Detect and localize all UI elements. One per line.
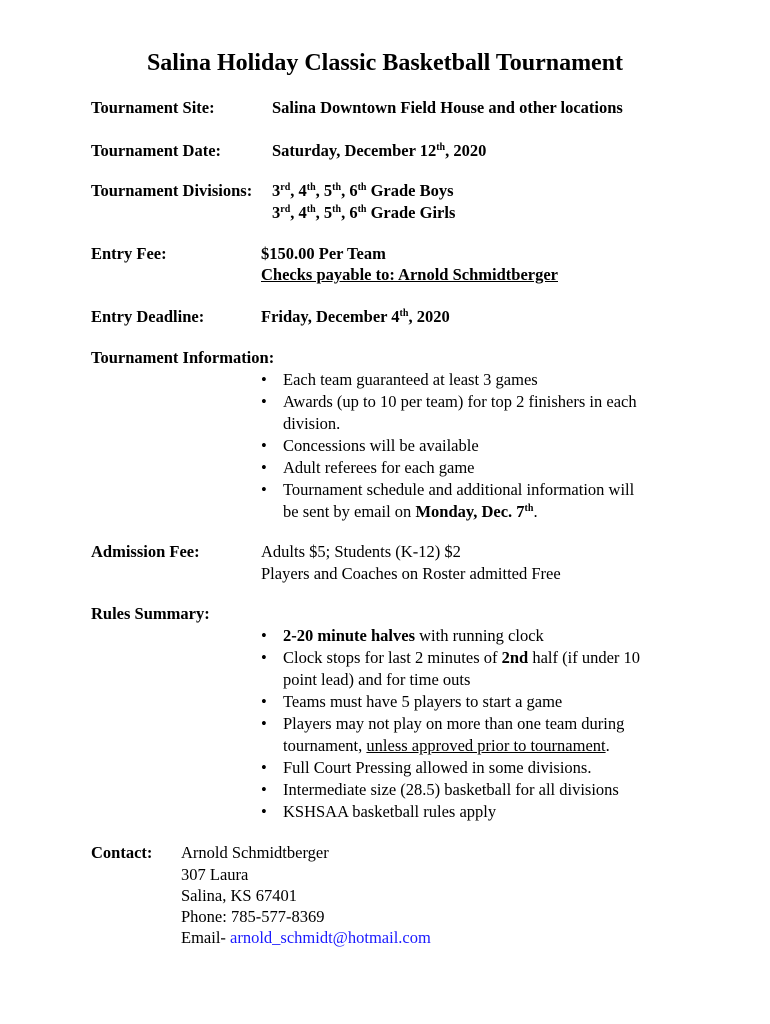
contact-label: Contact: [91, 843, 153, 862]
contact-street: 307 Laura [181, 865, 249, 884]
list-item: • Intermediate size (28.5) basketball for all divisions [261, 780, 619, 799]
entry-fee-label: Entry Fee: [91, 244, 167, 263]
deadline-value: Friday, December 4th, 2020 [261, 307, 450, 326]
entry-fee-amount: $150.00 Per Team [261, 244, 386, 263]
rules-label: Rules Summary: [91, 604, 210, 623]
bullet-icon: • [261, 648, 267, 667]
rules-list [261, 625, 681, 823]
contact-city: Salina, KS 67401 [181, 886, 297, 905]
date-label: Tournament Date: [91, 141, 222, 160]
list-item: • Clock stops for last 2 minutes of 2nd half (if under 10 point lead) and for time outs [261, 648, 641, 689]
bullet-icon: • [261, 480, 267, 499]
contact-email-line: Email- arnold_schmidt@hotmail.com [181, 928, 431, 947]
contact-phone: Phone: 785-577-8369 [181, 907, 325, 926]
bullet-icon: • [261, 626, 267, 645]
divisions-girls: 3rd, 4th, 5th, 6th Grade Girls [272, 203, 456, 222]
list-item: • Concessions will be available [261, 436, 479, 455]
list-item: • Full Court Pressing allowed in some divisions. [261, 758, 592, 777]
checks-payable: Checks payable to: Arnold Schmidtberger [261, 265, 558, 284]
site-label: Tournament Site: [91, 98, 215, 117]
divisions-label: Tournament Divisions: [91, 181, 253, 200]
list-item: • 2-20 minute halves with running clock [261, 626, 544, 645]
list-item: • Adult referees for each game [261, 458, 475, 477]
document-title: Salina Holiday Classic Basketball Tournament [146, 50, 624, 76]
admission-line-1: Adults $5; Students (K-12) $2 [261, 542, 461, 561]
admission-label: Admission Fee: [91, 542, 200, 561]
bullet-icon: • [261, 370, 267, 389]
list-item: • Awards (up to 10 per team) for top 2 finishers in each division. [261, 392, 637, 433]
bullet-icon: • [261, 692, 267, 711]
list-item: • Each team guaranteed at least 3 games [261, 370, 538, 389]
admission-line-2: Players and Coaches on Roster admitted Free [261, 564, 561, 583]
bullet-icon: • [261, 758, 267, 777]
divisions-boys: 3rd, 4th, 5th, 6th Grade Boys [272, 181, 454, 200]
list-item: • KSHSAA basketball rules apply [261, 802, 497, 821]
bullet-icon: • [261, 392, 267, 411]
list-item: • Teams must have 5 players to start a game [261, 692, 563, 711]
bullet-icon: • [261, 802, 267, 821]
contact-name: Arnold Schmidtberger [181, 843, 329, 862]
info-list [261, 369, 681, 523]
info-label: Tournament Information: [91, 348, 275, 367]
deadline-label: Entry Deadline: [91, 307, 205, 326]
bullet-icon: • [261, 780, 267, 799]
bullet-icon: • [261, 458, 267, 477]
bullet-icon: • [261, 436, 267, 455]
email-link[interactable]: arnold_schmidt@hotmail.com [230, 928, 431, 947]
site-value: Salina Downtown Field House and other locations [272, 98, 623, 117]
date-value: Saturday, December 12th, 2020 [272, 141, 487, 160]
list-item: • Tournament schedule and additional information will be sent by email on Monday, Dec. 7th. [261, 480, 635, 521]
bullet-icon: • [261, 714, 267, 733]
list-item: • Players may not play on more than one team during tournament, unless approved prior to tournament. [261, 714, 625, 755]
